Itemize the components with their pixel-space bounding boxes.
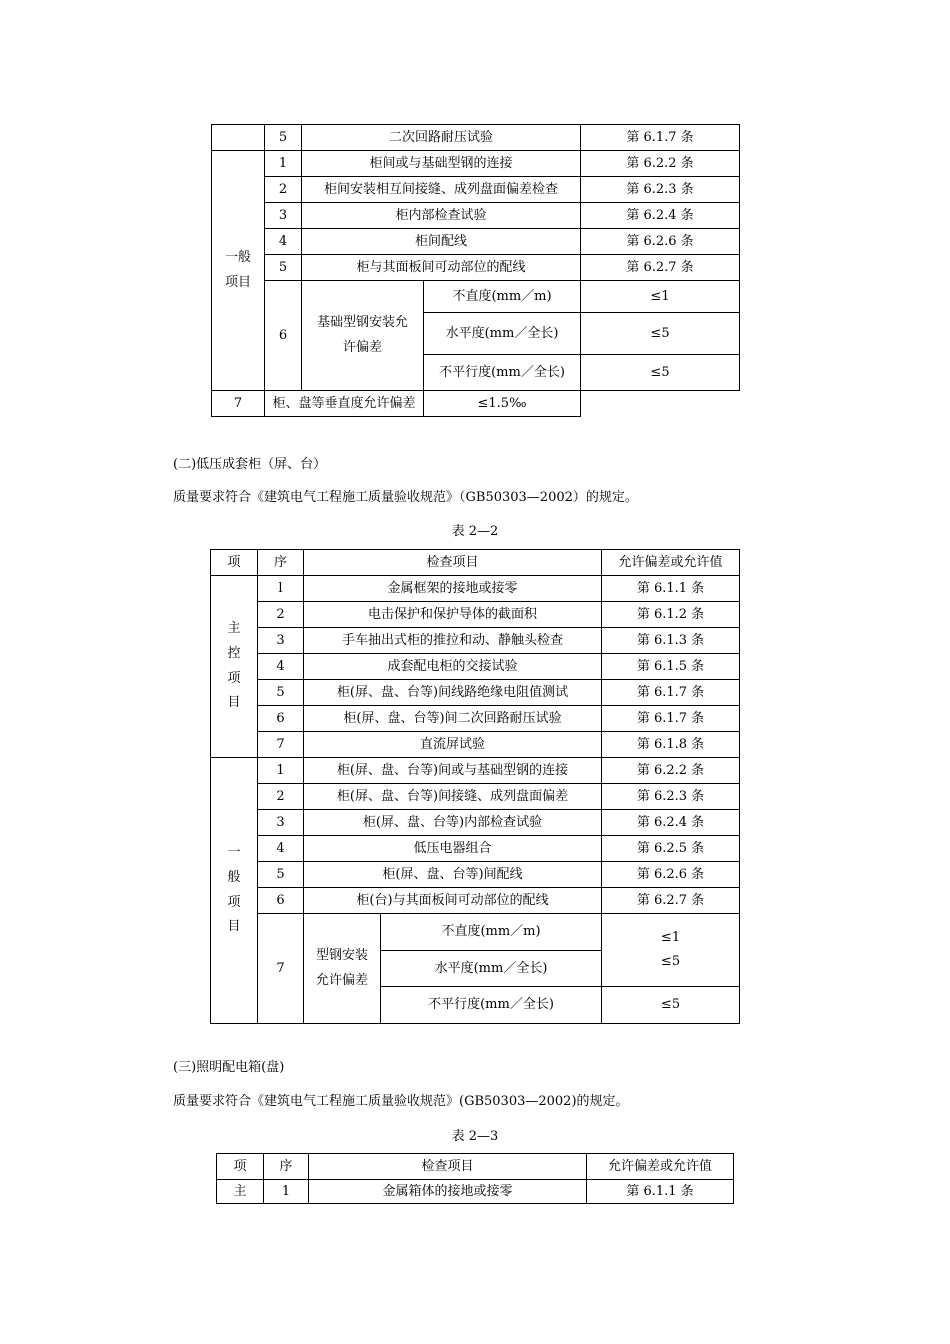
value-cell: 第 6.1.7 条 — [602, 706, 740, 732]
seq-cell: 5 — [258, 680, 304, 706]
item-cell: 低压电器组合 — [304, 836, 602, 862]
value-cell: ≤1.5‰ — [424, 391, 581, 417]
seq-cell: 5 — [258, 862, 304, 888]
value-cell: 第 6.1.8 条 — [602, 732, 740, 758]
sub-item-cell: 水平度(mm／全长) — [424, 313, 581, 355]
header-cell: 允许偏差或允许值 — [602, 550, 740, 576]
value-cell: 第 6.1.7 条 — [602, 680, 740, 706]
value-cell: 第 6.1.3 条 — [602, 628, 740, 654]
sub-item-cell: 不平行度(mm／全长) — [381, 987, 602, 1024]
table-row — [212, 281, 740, 313]
value-cell: 第 6.1.5 条 — [602, 654, 740, 680]
item-cell: 直流屏试验 — [304, 732, 602, 758]
value-cell: ≤5 — [602, 987, 740, 1024]
value-cell: 第 6.2.7 条 — [581, 255, 740, 281]
seq-cell: 6 — [258, 706, 304, 732]
item-cell: 金属框架的接地或接零 — [304, 576, 602, 602]
value-cell: 第 6.1.1 条 — [602, 576, 740, 602]
seq-cell: 1 — [265, 151, 302, 177]
table-row — [211, 706, 740, 732]
section-heading: (三)照明配电箱(盘) — [173, 1060, 285, 1075]
table-row — [212, 177, 740, 203]
item-cell: 柜与其面板间可动部位的配线 — [302, 255, 581, 281]
seq-cell: 2 — [265, 177, 302, 203]
value-cell: 第 6.2.2 条 — [581, 151, 740, 177]
seq-cell: 4 — [258, 654, 304, 680]
item-cell: 电击保护和保护导体的截面积 — [304, 602, 602, 628]
item-cell: 柜间或与基础型钢的连接 — [302, 151, 581, 177]
value-cell: 第 6.2.6 条 — [581, 229, 740, 255]
category-main: 主 控 项 目 — [211, 576, 258, 758]
sub-item-cell: 水平度(mm／全长) — [381, 951, 602, 987]
item-cell: 金属箱体的接地或接零 — [309, 1180, 587, 1204]
item-cell: 型钢安装 允许偏差 — [304, 914, 381, 1024]
item-cell: 柜(屏、盘、台等)间接缝、成列盘面偏差 — [304, 784, 602, 810]
seq-cell: 3 — [258, 628, 304, 654]
item-cell: 柜(屏、盘、台等)间二次回路耐压试验 — [304, 706, 602, 732]
seq-cell: l — [258, 576, 304, 602]
seq-cell: 1 — [258, 758, 304, 784]
table-3 — [216, 1153, 734, 1204]
category-general: 一般 项目 — [212, 151, 265, 391]
category-general: 一 般 项 目 — [211, 758, 258, 1024]
table-row — [211, 628, 740, 654]
item-cell: 柜、盘等垂直度允许偏差 — [265, 391, 424, 417]
value-cell: 第 6.2.4 条 — [581, 203, 740, 229]
seq-cell: 2 — [258, 784, 304, 810]
header-cell: 检查项目 — [309, 1154, 587, 1180]
sub-item-cell: 不平行度(mm／全长) — [424, 355, 581, 391]
header-cell: 允许偏差或允许值 — [587, 1154, 734, 1180]
header-cell: 检查项目 — [304, 550, 602, 576]
table-row — [211, 914, 740, 951]
value-cell: ≤1 ≤5 — [602, 914, 740, 987]
table-row — [211, 576, 740, 602]
value-cell: 第 6.2.5 条 — [602, 836, 740, 862]
item-cell: 成套配电柜的交接试验 — [304, 654, 602, 680]
item-cell: 手车抽出式柜的推拉和动、静触头检查 — [304, 628, 602, 654]
table-row — [211, 654, 740, 680]
value-cell: 第 6.1.7 条 — [581, 125, 740, 151]
table-row — [217, 1180, 734, 1204]
seq-cell: 7 — [258, 732, 304, 758]
table-row — [211, 784, 740, 810]
seq-cell: 5 — [265, 255, 302, 281]
value-cell: 第 6.2.2 条 — [602, 758, 740, 784]
item-cell: 柜(屏、盘、台等)间或与基础型钢的连接 — [304, 758, 602, 784]
table-row — [211, 758, 740, 784]
value-cell: ≤5 — [581, 355, 740, 391]
table-row — [211, 862, 740, 888]
table-row — [212, 229, 740, 255]
value-cell: 第 6.1.2 条 — [602, 602, 740, 628]
value-cell: ≤5 — [581, 313, 740, 355]
item-cell: 柜间安装相互间接缝、成列盘面偏差检查 — [302, 177, 581, 203]
table-row — [211, 810, 740, 836]
seq-cell: 1 — [264, 1180, 309, 1204]
item-cell: 柜(屏、盘、台等)间线路绝缘电阻值测试 — [304, 680, 602, 706]
item-cell: 柜(台)与其面板间可动部位的配线 — [304, 888, 602, 914]
seq-cell: 5 — [265, 125, 302, 151]
table-2 — [210, 549, 740, 1024]
table-row — [211, 732, 740, 758]
seq-cell: 3 — [258, 810, 304, 836]
table-caption: 表 2—3 — [451, 1129, 499, 1144]
table-row — [211, 680, 740, 706]
table-header-row — [217, 1154, 734, 1180]
header-cell: 项 — [211, 550, 258, 576]
table-row — [211, 836, 740, 862]
category-cell: 主 — [217, 1180, 264, 1204]
item-cell: 柜(屏、盘、台等)间配线 — [304, 862, 602, 888]
table-row — [212, 203, 740, 229]
seq-cell: 6 — [265, 281, 302, 391]
table-1 — [211, 124, 740, 417]
seq-cell: 6 — [258, 888, 304, 914]
item-cell: 柜间配线 — [302, 229, 581, 255]
header-cell: 项 — [217, 1154, 264, 1180]
seq-cell: 7 — [212, 391, 265, 417]
sub-item-cell: 不直度(mm／m) — [381, 914, 602, 951]
requirement-text: 质量要求符合《建筑电气工程施工质量验收规范》(GB50303—2002)的规定。 — [173, 1094, 629, 1109]
seq-cell: 4 — [258, 836, 304, 862]
section-heading: (二)低压成套柜（屏、台） — [173, 457, 327, 472]
value-cell: ≤1 — [581, 281, 740, 313]
item-cell: 柜(屏、盘、台等)内部检查试验 — [304, 810, 602, 836]
table-caption: 表 2—2 — [451, 524, 499, 539]
table-row — [212, 255, 740, 281]
item-cell: 二次回路耐压试验 — [302, 125, 581, 151]
value-cell: 第 6.2.6 条 — [602, 862, 740, 888]
requirement-text: 质量要求符合《建筑电气工程施工质量验收规范》（GB50303—2002）的规定。 — [173, 490, 638, 505]
seq-cell: 2 — [258, 602, 304, 628]
category-cell — [212, 125, 265, 151]
seq-cell: 7 — [258, 914, 304, 1024]
value-cell: 第 6.2.3 条 — [602, 784, 740, 810]
item-cell: 柜内部检查试验 — [302, 203, 581, 229]
table-row — [212, 125, 740, 151]
value-cell: 第 6.2.4 条 — [602, 810, 740, 836]
value-cell: 第 6.1.1 条 — [587, 1180, 734, 1204]
table-row — [211, 888, 740, 914]
seq-cell: 3 — [265, 203, 302, 229]
header-cell: 序 — [264, 1154, 309, 1180]
value-cell: 第 6.2.3 条 — [581, 177, 740, 203]
value-cell: 第 6.2.7 条 — [602, 888, 740, 914]
header-cell: 序 — [258, 550, 304, 576]
table-row — [212, 391, 740, 417]
item-cell: 基础型钢安装允 许偏差 — [302, 281, 424, 391]
sub-item-cell: 不直度(mm／m) — [424, 281, 581, 313]
table-row — [211, 602, 740, 628]
table-header-row — [211, 550, 740, 576]
table-row — [212, 151, 740, 177]
seq-cell: 4 — [265, 229, 302, 255]
